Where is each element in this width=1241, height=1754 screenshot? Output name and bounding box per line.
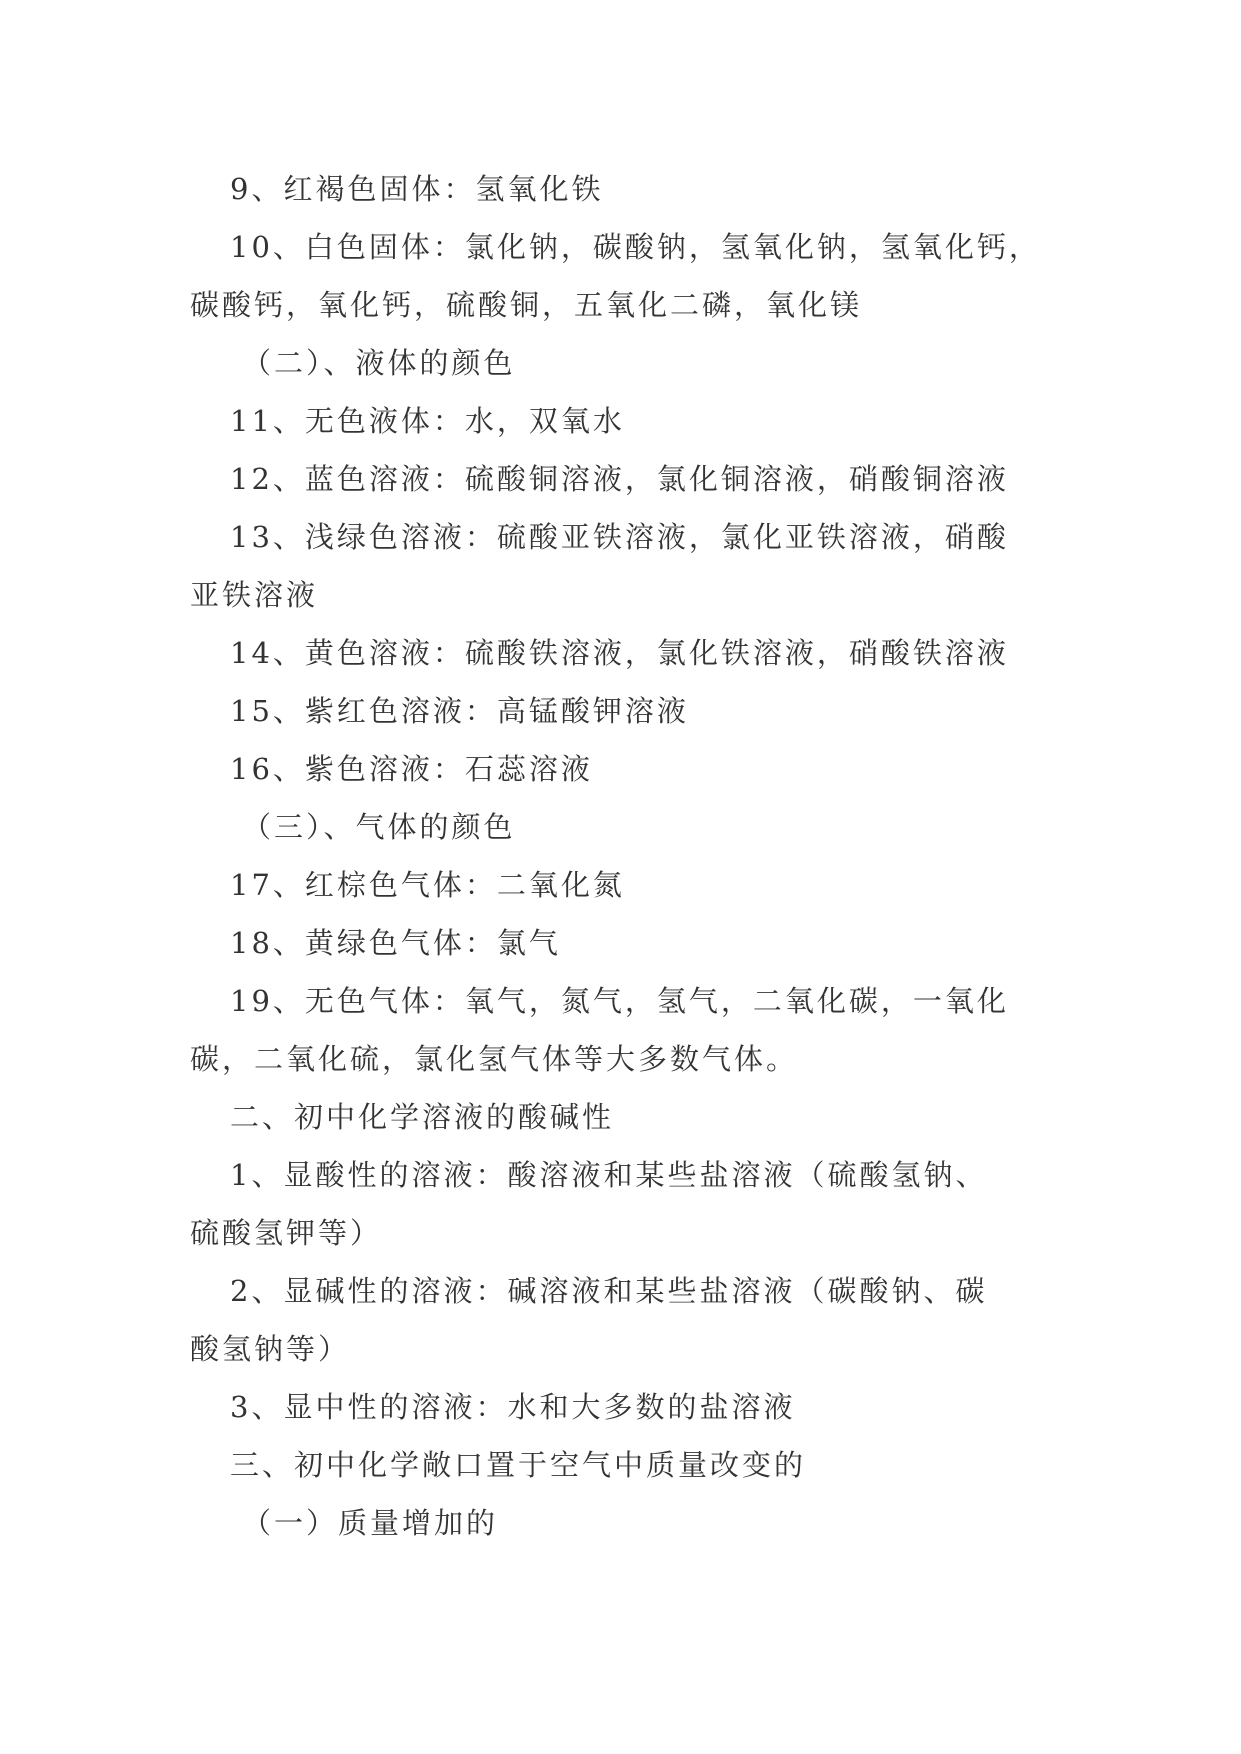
text-line: 酸氢钠等） — [190, 1332, 351, 1366]
text-line: 9、红褐色固体：氢氧化铁 — [230, 172, 604, 206]
text-line: 碳酸钙，氧化钙，硫酸铜，五氧化二磷，氧化镁 — [190, 288, 863, 322]
document-body — [190, 160, 1050, 1552]
text-line: 19、无色气体：氧气，氮气，氢气，二氧化碳，一氧化 — [230, 984, 1009, 1018]
text-line: 2、显碱性的溶液：碱溶液和某些盐溶液（碳酸钠、碳 — [230, 1274, 988, 1308]
text-line: 17、红棕色气体：二氧化氮 — [230, 868, 625, 902]
text-line: 硫酸氢钾等） — [190, 1216, 383, 1250]
text-line: 14、黄色溶液：硫酸铁溶液，氯化铁溶液，硝酸铁溶液 — [230, 636, 1009, 670]
section-heading: 二、初中化学溶液的酸碱性 — [230, 1100, 615, 1134]
text-line: 16、紫色溶液：石蕊溶液 — [230, 752, 593, 786]
text-line: 12、蓝色溶液：硫酸铜溶液，氯化铜溶液，硝酸铜溶液 — [230, 462, 1009, 496]
text-line: 亚铁溶液 — [190, 578, 319, 612]
text-line: 1、显酸性的溶液：酸溶液和某些盐溶液（硫酸氢钠、 — [230, 1158, 988, 1192]
section-heading: 三、初中化学敞口置于空气中质量改变的 — [230, 1448, 807, 1482]
section-heading: （一）质量增加的 — [242, 1506, 499, 1540]
section-heading: （三）、气体的颜色 — [242, 810, 516, 844]
text-line: 碳，二氧化硫，氯化氢气体等大多数气体。 — [190, 1042, 799, 1076]
text-line: 3、显中性的溶液：水和大多数的盐溶液 — [230, 1390, 796, 1424]
text-line: 11、无色液体：水，双氧水 — [230, 404, 625, 438]
text-line: 10、白色固体：氯化钠，碳酸钠，氢氧化钠，氢氧化钙， — [230, 230, 1041, 264]
text-line: 15、紫红色溶液：高锰酸钾溶液 — [230, 694, 689, 728]
section-heading: （二）、液体的颜色 — [242, 346, 516, 380]
text-line: 18、黄绿色气体：氯气 — [230, 926, 561, 960]
text-line: 13、浅绿色溶液：硫酸亚铁溶液，氯化亚铁溶液，硝酸 — [230, 520, 1009, 554]
